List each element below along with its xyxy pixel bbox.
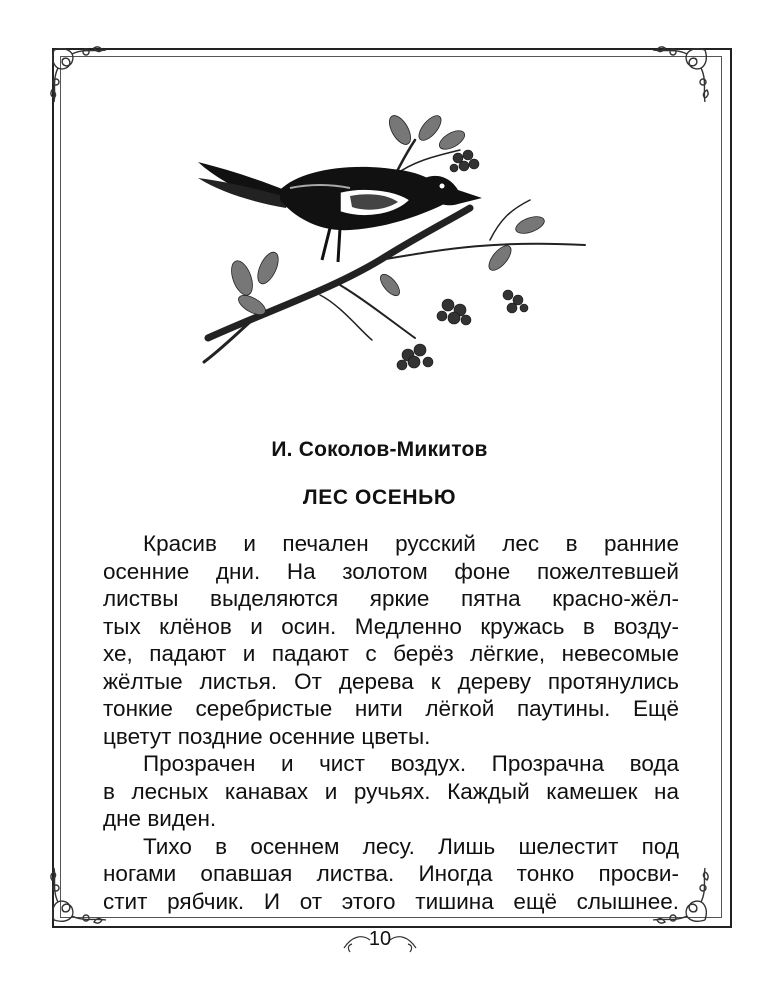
text-line: Тихо в осеннем лесу. Лишь шелестит под [143,833,679,859]
corner-ornament-top-right [643,42,713,112]
text-line: осенние дни. На золотом фоне пожелтевшей [103,558,679,584]
text-line: стит рябчик. И от этого тишина ещё слышнее. [103,888,679,914]
text-line: листвы выделяются яркие пятна красно-жёл- [103,586,679,611]
text-line: ногами опавшая листва. Иногда тонко просви- [103,861,679,886]
text-line: тых клёнов и осин. Медленно кружась в возду- [103,613,679,639]
page-number-ornament [340,922,420,958]
text-line: Прозрачен и чист воздух. Прозрачна вода [143,751,679,776]
bird-on-rowan-branch-illustration [190,100,600,390]
story-title: ЛЕС ОСЕНЬЮ [302,486,457,509]
text-line: жёлтые листья. От дерева к дереву протянулись [103,668,679,694]
author-name: И. Соколов-Микитов [271,438,488,461]
page-number: 10 [368,928,392,950]
text-line: в лесных канавах и ручьях. Каждый камешек на [103,778,679,804]
text-line: цветут поздние осенние цветы. [103,723,431,749]
text-line: Красив и печален русский лес в ранние [143,531,679,556]
text-line: хе, падают и падают с берёз лёгкие, невесомые [103,641,679,666]
story-body [103,530,679,915]
text-line: тонкие серебристые нити лёгкой паутины. Ещё [103,696,679,721]
corner-ornament-top-left [46,42,116,112]
text-line: дне виден. [103,806,217,831]
